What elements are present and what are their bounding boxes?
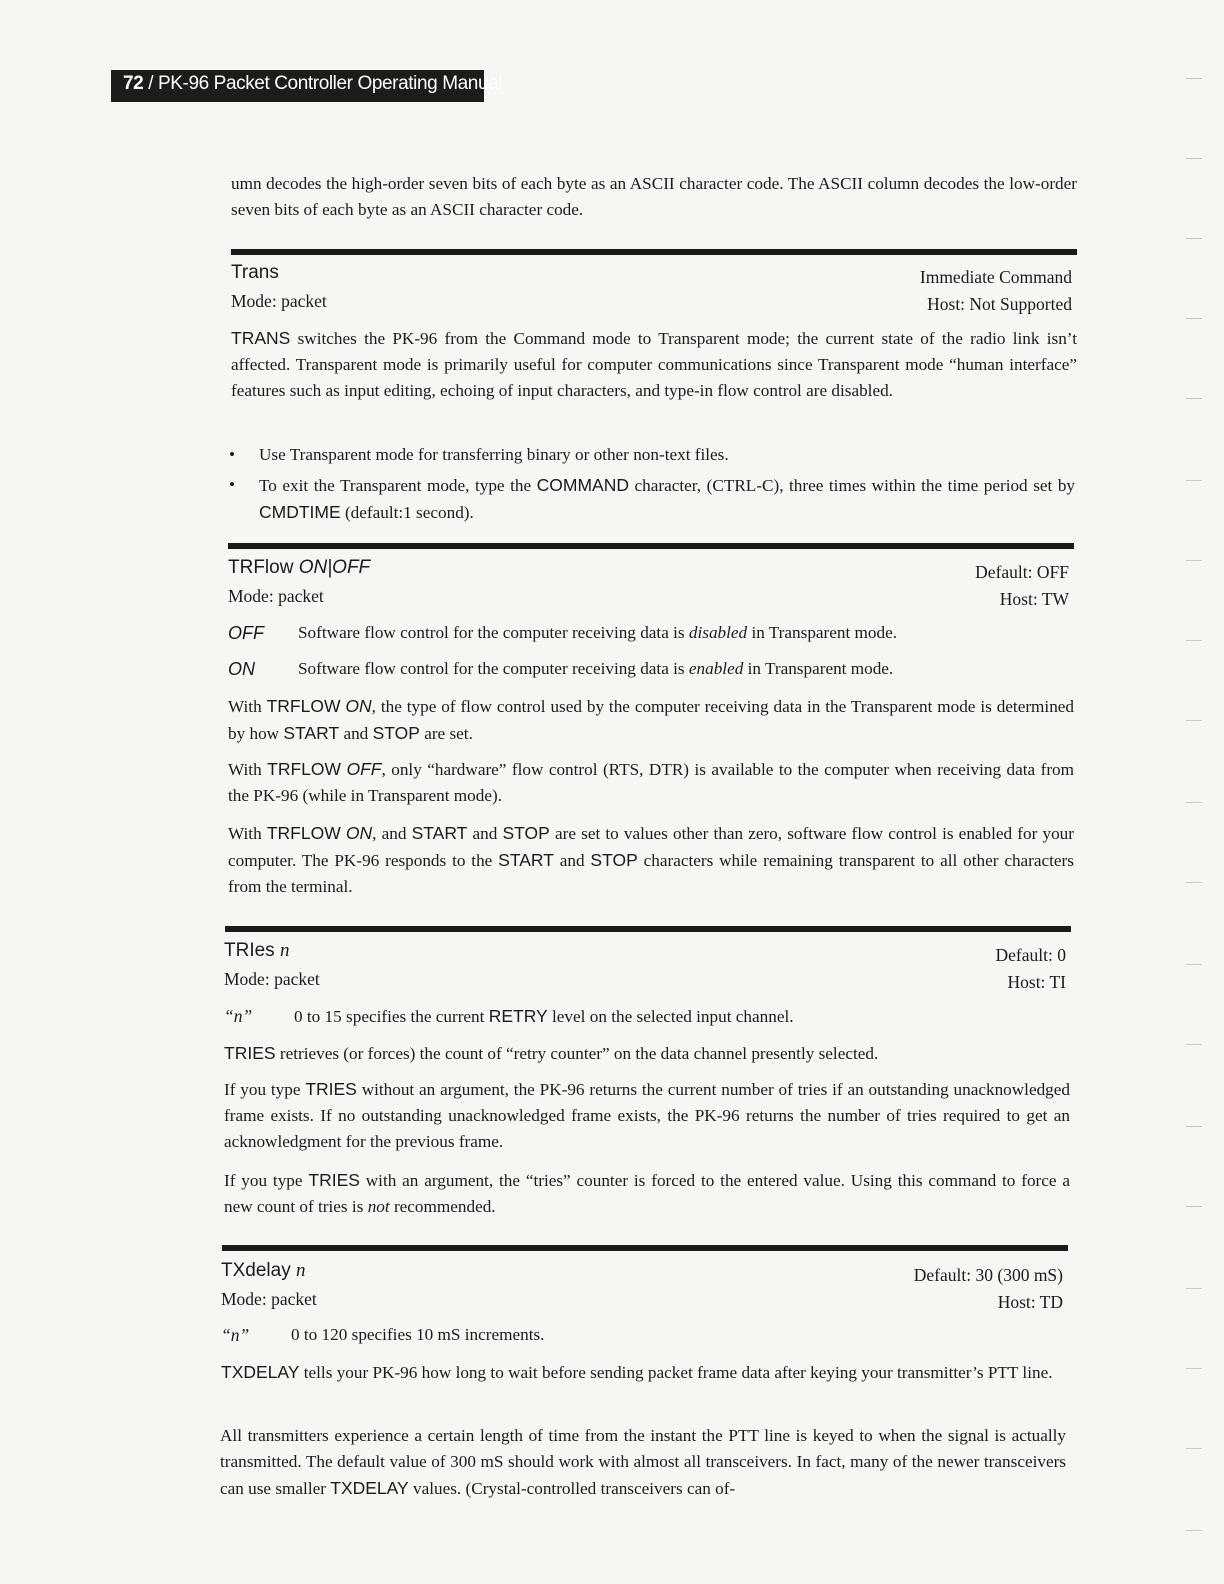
txdelay-param-n (221, 1322, 1067, 1348)
margin-mark (1186, 640, 1202, 641)
param-desc: Software flow control for the computer receiving data is enabled in Transparent mode. (298, 659, 894, 678)
param-key: ON (228, 659, 255, 679)
margin-mark (1186, 964, 1202, 965)
margin-mark (1186, 1530, 1202, 1531)
trflow-host: Host: TW (999, 589, 1069, 609)
margin-mark (1186, 238, 1202, 239)
trans-desc-text: switches the PK-96 from the Command mode to Transparent mode; the current state of the radio link isn’t affected. Transparent mode is primarily useful for computer communications since Transparent mode “human interface” features such as input editing, echoing of input characters, and type-in flow control are disabled. (231, 329, 1077, 400)
margin-mark (1186, 318, 1202, 319)
margin-mark (1186, 720, 1202, 721)
page-header (111, 70, 503, 102)
intro-paragraph (231, 171, 1077, 223)
margin-mark (1186, 1448, 1202, 1449)
trans-header (231, 262, 1072, 288)
trflow-mode: Mode: packet (228, 586, 324, 606)
param-key: OFF (228, 623, 264, 643)
param-key: “n” (221, 1325, 250, 1345)
txdelay-argument: n (295, 1260, 306, 1281)
margin-mark (1186, 78, 1202, 79)
margin-mark (1186, 1206, 1202, 1207)
param-desc: Software flow control for the computer receiving data is disabled in Transparent mode. (298, 623, 898, 642)
section-rule (231, 249, 1077, 255)
section-rule (225, 926, 1071, 932)
txdelay-paragraph-1: TXDELAY tells your PK-96 how long to wait before sending packet frame data after keying your transmitter’s PTT line. (221, 1362, 1053, 1382)
txdelay-command-name: TXdelay n (221, 1260, 306, 1281)
trflow-default: Default: OFF (975, 562, 1069, 582)
txdelay-default: Default: 30 (300 mS) (913, 1265, 1063, 1285)
trflow-param-on (228, 656, 1074, 682)
tries-mode: Mode: packet (224, 969, 320, 989)
margin-mark (1186, 480, 1202, 481)
intro-text: umn decodes the high-order seven bits of each byte as an ASCII character code. The ASCII column decodes the low-order seven bits of each byte as an ASCII character code. (231, 174, 1077, 219)
trans-bullet-1 (229, 442, 1075, 468)
txdelay-host: Host: TD (997, 1292, 1063, 1312)
param-key: “n” (224, 1006, 253, 1026)
trans-bullet-2 (229, 472, 1075, 524)
margin-mark (1186, 158, 1202, 159)
tries-host: Host: TI (1007, 972, 1066, 992)
trflow-header (228, 557, 1069, 583)
txdelay-paragraph-2: All transmitters experience a certain length of time from the instant the PTT line is keyed to when the signal is actually transmitted. The default value of 300 mS should work with almost all transceivers. In fact, many of the newer transceivers can use smaller TXDELAY values. (Crystal-controlled transceivers can of- (220, 1426, 1066, 1498)
tries-header (224, 940, 1066, 966)
margin-mark (1186, 1368, 1202, 1369)
margin-mark (1186, 1288, 1202, 1289)
margin-mark (1186, 398, 1202, 399)
section-rule (228, 543, 1074, 549)
tries-argument: n (279, 940, 290, 961)
txdelay-mode-row (221, 1289, 1063, 1313)
tries-paragraph-3: If you type TRIES with an argument, the “tries” counter is forced to the entered value. Using this command to force a new count of tries is not recommended. (224, 1170, 1070, 1216)
trans-host: Host: Not Supported (927, 294, 1072, 314)
trans-type: Immediate Command (919, 267, 1072, 287)
tries-paragraph-1: TRIES retrieves (or forces) the count of “retry counter” on the data channel presently selected. (224, 1043, 879, 1063)
trans-command-name: Trans (231, 262, 279, 283)
trflow-param-off (228, 620, 1074, 646)
margin-mark (1186, 1044, 1202, 1045)
trans-description (231, 325, 1077, 404)
tries-mode-row (224, 969, 1066, 993)
margin-mark (1186, 560, 1202, 561)
trflow-mode-row (228, 586, 1069, 610)
margin-mark (1186, 882, 1202, 883)
tries-command-name: TRIes n (224, 940, 290, 961)
txdelay-header (221, 1260, 1063, 1286)
tries-param-n (224, 1003, 1070, 1029)
txdelay-mode: Mode: packet (221, 1289, 317, 1309)
param-desc: 0 to 120 specifies 10 mS increments. (291, 1325, 545, 1344)
margin-mark (1186, 802, 1202, 803)
keyword: TRANS (231, 328, 291, 348)
trflow-argument: ON|OFF (298, 557, 371, 578)
tries-default: Default: 0 (995, 945, 1066, 965)
margin-mark (1186, 1126, 1202, 1127)
bullet-text: Use Transparent mode for transferring binary or other non-text files. (259, 445, 729, 464)
trflow-command-name: TRFlow ON|OFF (228, 557, 371, 578)
trflow-paragraph-1: With TRFLOW ON, the type of flow control used by the computer receiving data in the Transparent mode is determined by how START and STOP are set. (228, 696, 1075, 743)
trans-mode: Mode: packet (231, 291, 327, 311)
section-rule (222, 1245, 1068, 1251)
trflow-paragraph-2: With TRFLOW OFF, only “hardware” flow control (RTS, DTR) is available to the computer when receiving data from the PK-96 (while in Transparent mode). (228, 759, 1075, 805)
trflow-paragraph-3: With TRFLOW ON, and START and STOP are set to values other than zero, software flow control is enabled for your computer. The PK-96 responds to the START and STOP characters while remaining transparent to all other characters from the terminal. (228, 823, 1074, 896)
tries-paragraph-2: If you type TRIES without an argument, the PK-96 returns the current number of tries if an outstanding unacknowledged frame exists. If no outstanding unacknowledged frame exists, the PK-96 returns the number of tries required to get an acknowledgment for the previous frame. (224, 1079, 1070, 1151)
bullet-text: To exit the Transparent mode, type the COMMAND character, (CTRL-C), three times within the time period set by CMDTIME (default:1 second). (259, 475, 1076, 522)
bullet-icon: • (229, 475, 236, 494)
manual-title: / PK-96 Packet Controller Operating Manual (143, 73, 503, 94)
trans-mode-row (231, 291, 1072, 315)
page-number: 72 (123, 73, 144, 94)
bullet-icon: • (229, 445, 236, 464)
param-desc: 0 to 15 specifies the current RETRY level on the selected input channel. (294, 1006, 794, 1026)
